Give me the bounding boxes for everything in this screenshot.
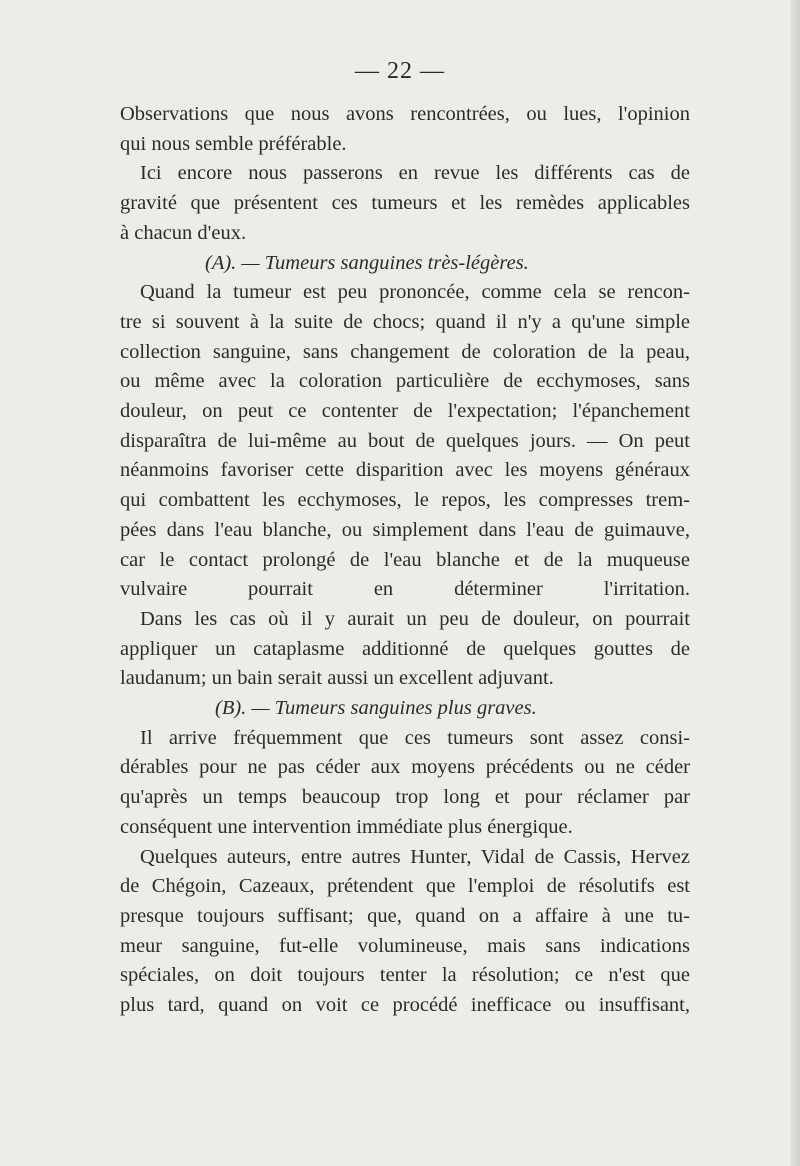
text-line: néanmoins favoriser cette disparition avec les moyens généraux bbox=[120, 459, 690, 482]
text-line: appliquer un cataplasme additionné de quelques gouttes de bbox=[120, 637, 690, 660]
text-line: disparaîtra de lui-même au bout de quelques jours. — On peut bbox=[120, 429, 690, 452]
text-line: Il arrive fréquemment que ces tumeurs sont assez consi- bbox=[140, 726, 690, 749]
text-line: qui nous semble préférable. bbox=[120, 132, 347, 155]
text-line: de Chégoin, Cazeaux, prétendent que l'emploi de résolutifs est bbox=[120, 875, 690, 898]
text-line: plus tard, quand on voit ce procédé inefficace ou insuffisant, bbox=[120, 994, 690, 1017]
text-line: presque toujours suffisant; que, quand on a affaire à une tu- bbox=[120, 904, 690, 927]
text-line: car le contact prolongé de l'eau blanche et de la muqueuse bbox=[120, 548, 690, 571]
text-line: laudanum; un bain serait aussi un excellent adjuvant. bbox=[120, 667, 554, 690]
text-line: vulvaire pourrait en déterminer l'irritation. bbox=[120, 578, 690, 601]
page-body bbox=[120, 100, 690, 1021]
text-line: tre si souvent à la suite de chocs; quand il n'y a qu'une simple bbox=[120, 310, 690, 333]
text-line: à chacun d'eux. bbox=[120, 221, 247, 244]
text-line: dérables pour ne pas céder aux moyens précédents ou ne céder bbox=[120, 756, 690, 779]
section-heading-a: (A). — Tumeurs sanguines très-légères. bbox=[205, 251, 529, 274]
text-line: pées dans l'eau blanche, ou simplement dans l'eau de guimauve, bbox=[120, 518, 690, 541]
text-line: meur sanguine, fut-elle volumineuse, mais sans indications bbox=[120, 934, 690, 957]
section-heading-b: (B). — Tumeurs sanguines plus graves. bbox=[215, 697, 537, 720]
text-line: collection sanguine, sans changement de coloration de la peau, bbox=[120, 340, 690, 363]
text-line: Dans les cas où il y aurait un peu de douleur, on pourrait bbox=[140, 607, 690, 630]
text-line: qu'après un temps beaucoup trop long et pour réclamer par bbox=[120, 786, 690, 809]
page-edge-shadow bbox=[790, 0, 800, 1166]
text-line: gravité que présentent ces tumeurs et les remèdes applicables bbox=[120, 192, 690, 215]
text-line: Quand la tumeur est peu prononcée, comme cela se rencon- bbox=[140, 281, 690, 304]
text-line: qui combattent les ecchymoses, le repos, les compresses trem- bbox=[120, 489, 690, 512]
text-line: spéciales, on doit toujours tenter la résolution; ce n'est que bbox=[120, 964, 690, 987]
text-line: ou même avec la coloration particulière de ecchymoses, sans bbox=[120, 370, 690, 393]
text-line: Quelques auteurs, entre autres Hunter, Vidal de Cassis, Hervez bbox=[140, 845, 690, 868]
page-number: — 22 — bbox=[355, 58, 445, 84]
text-line: Observations que nous avons rencontrées, ou lues, l'opinion bbox=[120, 103, 690, 125]
text-line: douleur, on peut ce contenter de l'expectation; l'épanchement bbox=[120, 400, 690, 423]
text-line: Ici encore nous passerons en revue les différents cas de bbox=[140, 162, 690, 185]
text-line: conséquent une intervention immédiate plus énergique. bbox=[120, 815, 573, 838]
